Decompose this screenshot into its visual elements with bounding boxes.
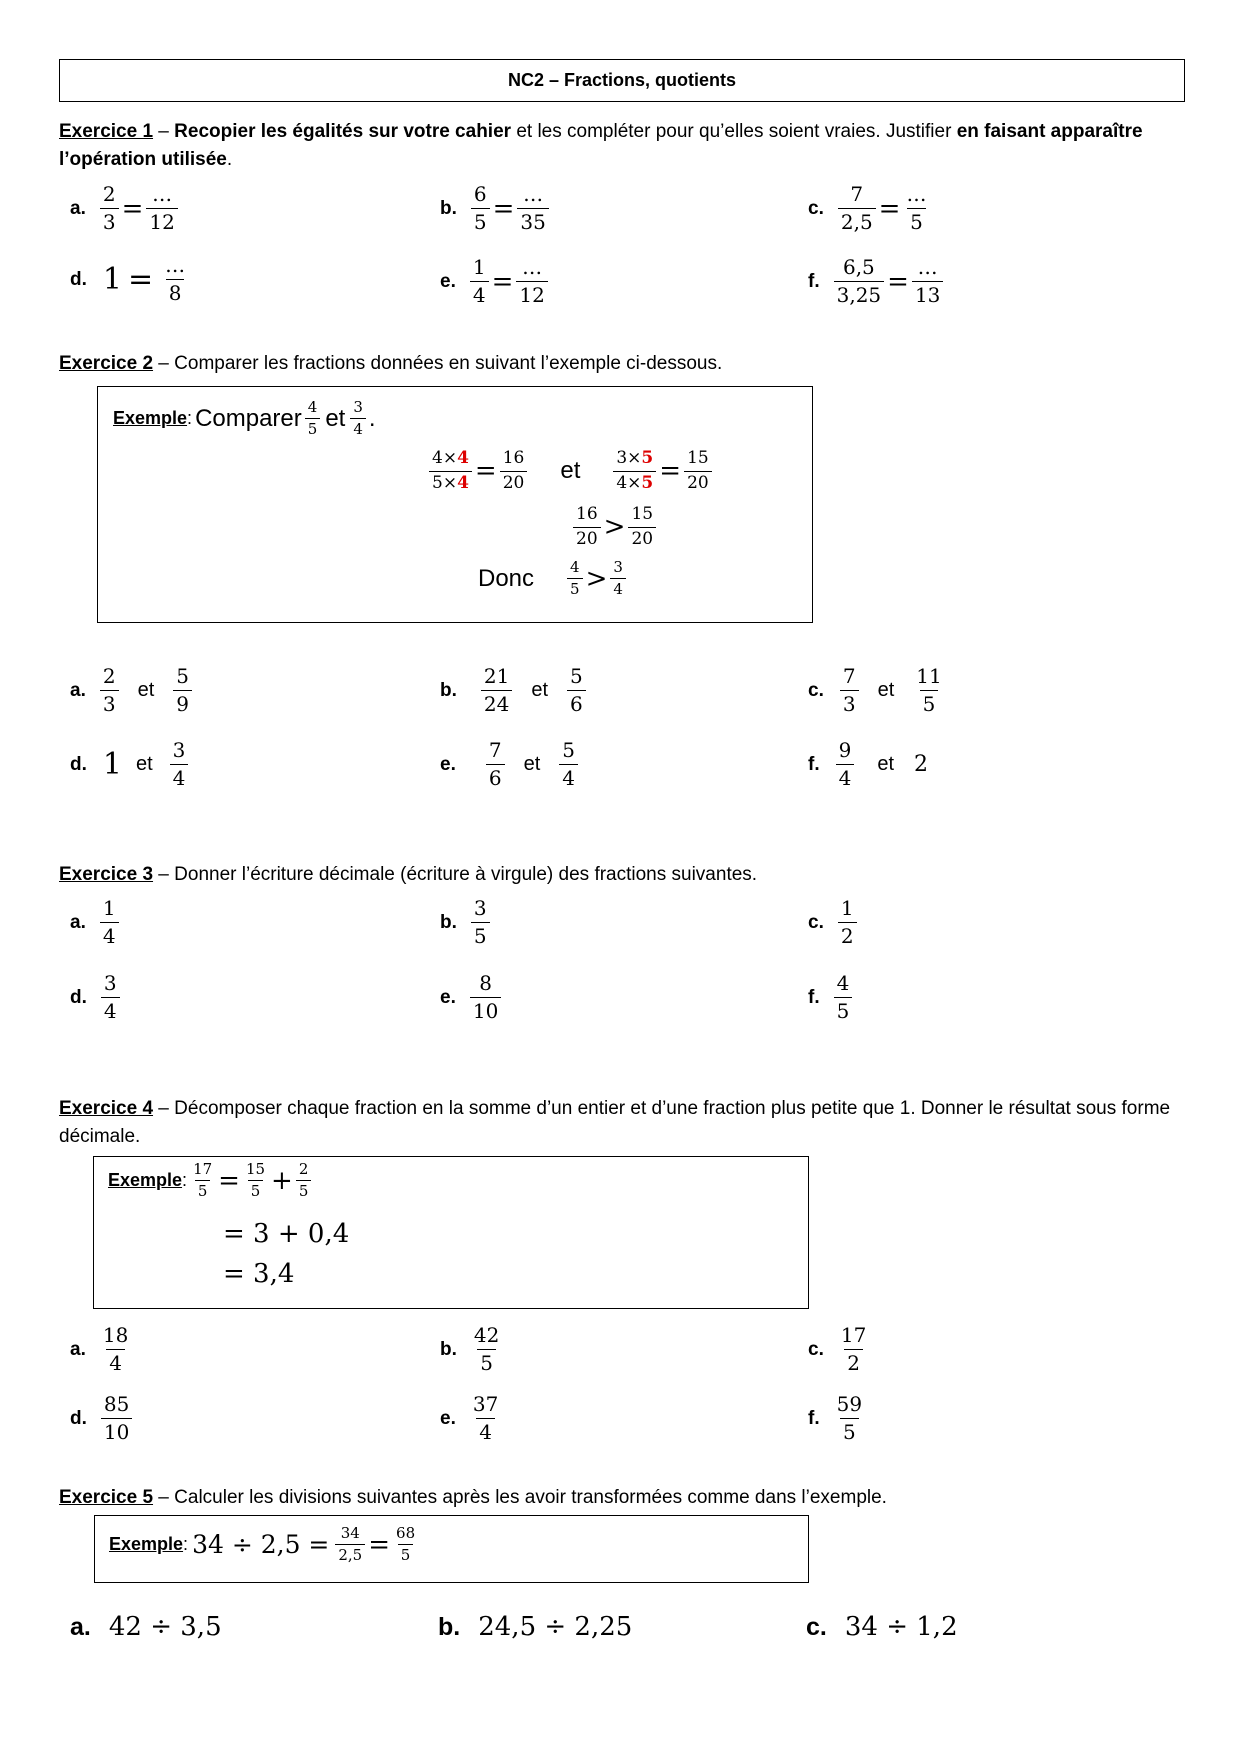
ex4-item-b: b. $\frac{42}{5}$ <box>440 1323 500 1375</box>
ex4-item-f: f. $\frac{59}{5}$ <box>808 1392 863 1444</box>
ex2-example-label: Exemple <box>113 408 188 429</box>
ex2-name: Exercice 2 <box>59 353 154 374</box>
ex1-name: Exercice 1 <box>59 121 154 142</box>
ex3-item-a: a. $\frac{1}{4}$ <box>70 897 122 948</box>
ex5-name: Exercice 5 <box>59 1487 154 1508</box>
ex1-item-e: e. $\frac{1}{4}$ = $\frac{\dots}{12}$ <box>440 256 551 307</box>
ex4-instructions: Exercice 4 – Décomposer chaque fraction en la somme d’un entier et d’une fraction plus petite que 1. Donner le résultat sous forme décimale. <box>59 1098 1171 1147</box>
page-title: NC2 – Fractions, quotients <box>59 59 1185 102</box>
ex4-name: Exercice 4 <box>59 1098 154 1119</box>
ex3-name: Exercice 3 <box>59 864 154 885</box>
ex3-item-d: d. $\frac{3}{4}$ <box>70 972 123 1023</box>
ex4-example-line3: = 3,4 <box>223 1259 295 1289</box>
ex5-example-box: Exemple : 34 ÷ 2,5 = $\frac{34}{2,5}$ = $\frac{68}{5}$ <box>94 1515 809 1583</box>
ex2-instructions: Exercice 2 – Comparer les fractions données en suivant l’exemple ci-dessous. <box>59 353 723 374</box>
ex4-example-line2: = 3 + 0,4 <box>223 1219 350 1249</box>
ex4-item-e: e. $\frac{37}{4}$ <box>440 1392 499 1444</box>
ex3-item-e: e. $\frac{8}{10}$ <box>440 972 504 1023</box>
ex3-item-c: c. $\frac{1}{2}$ <box>808 897 860 948</box>
ex4-example-box: Exemple : $\frac{17}{5}$ = $\frac{15}{5}$ + $\frac{2}{5}$ = 3 + 0,4 = 3,4 <box>93 1156 809 1309</box>
ex2-item-e: e. $\frac{7}{6}$ et $\frac{5}{4}$ <box>440 739 581 790</box>
ex2-example-line1: $\frac{4\times 4}{5\times 4}$ = $\frac{16}{20}$ et $\frac{3\times 5}{4\times 5}$ = $\frac{15}{20}$ <box>426 449 715 493</box>
ex2-example-box: Exemple : Comparer $\frac{4}{5}$ et $\frac{3}{4}$ . $\frac{4\times 4}{5\times 4}$ = $\frac{16}{20}$ et $\frac{3\times 5}{4\times 5}$ = $\frac{15}{20}$ $\frac{16}{20}$ > $\frac{15}{20}$ Donc $\frac{4}{5}$ > $\frac{3}{4}$ <box>97 386 813 623</box>
ex5-instructions: Exercice 5 – Calculer les divisions suivantes après les avoir transformées comme dans l’exemple. <box>59 1487 887 1508</box>
ex2-item-c: c. $\frac{7}{3}$ et $\frac{11}{5}$ <box>808 664 942 716</box>
ex5-item-c: c. 34 ÷ 1,2 <box>806 1612 958 1642</box>
ex4-example-label: Exemple <box>108 1170 183 1191</box>
ex3-item-f: f. $\frac{4}{5}$ <box>808 972 855 1023</box>
ex5-item-a: a. 42 ÷ 3,5 <box>70 1612 222 1642</box>
ex1-instructions: Exercice 1 – Recopier les égalités sur votre cahier et les compléter pour qu’elles soient vraies. Justifier en faisant apparaître l’opération utilisée. <box>59 121 1143 170</box>
ex1-item-b: b. $\frac{6}{5}$ = $\frac{\dots}{35}$ <box>440 183 552 234</box>
ex1-item-c: c. $\frac{7}{2,5}$ = $\frac{\dots}{5}$ <box>808 182 927 234</box>
ex2-item-b: b. $\frac{21}{24}$ et $\frac{5}{6}$ <box>440 665 589 716</box>
ex2-item-a: a. $\frac{2}{3}$ et $\frac{5}{9}$ <box>70 665 195 716</box>
ex2-item-d: d. 1 et $\frac{3}{4}$ <box>70 739 191 790</box>
ex4-item-a: a. $\frac{18}{4}$ <box>70 1323 129 1375</box>
ex2-example-line2: $\frac{16}{20}$ > $\frac{15}{20}$ <box>570 505 659 549</box>
ex5-item-b: b. 24,5 ÷ 2,25 <box>438 1612 633 1642</box>
ex2-item-f: f. $\frac{9}{4}$ et 2 <box>808 738 929 790</box>
ex4-item-c: c. $\frac{17}{2}$ <box>808 1323 867 1375</box>
ex5-example-label: Exemple <box>109 1534 184 1555</box>
ex2-example-line3: Donc $\frac{4}{5}$ > $\frac{3}{4}$ <box>478 559 629 599</box>
ex4-item-d: d. $\frac{85}{10}$ <box>70 1393 135 1444</box>
ex1-item-d: d. 1 = $\frac{\dots}{8}$ <box>70 253 186 305</box>
ex3-instructions: Exercice 3 – Donner l’écriture décimale (écriture à virgule) des fractions suivantes. <box>59 864 758 885</box>
ex3-item-b: b. $\frac{3}{5}$ <box>440 897 493 948</box>
ex1-item-a: a. $\frac{2}{3}$ = $\frac{\dots}{12}$ <box>70 183 181 234</box>
ex1-item-f: f. $\frac{6,5}{3,25}$ = $\frac{\dots}{13}$ <box>808 256 946 307</box>
